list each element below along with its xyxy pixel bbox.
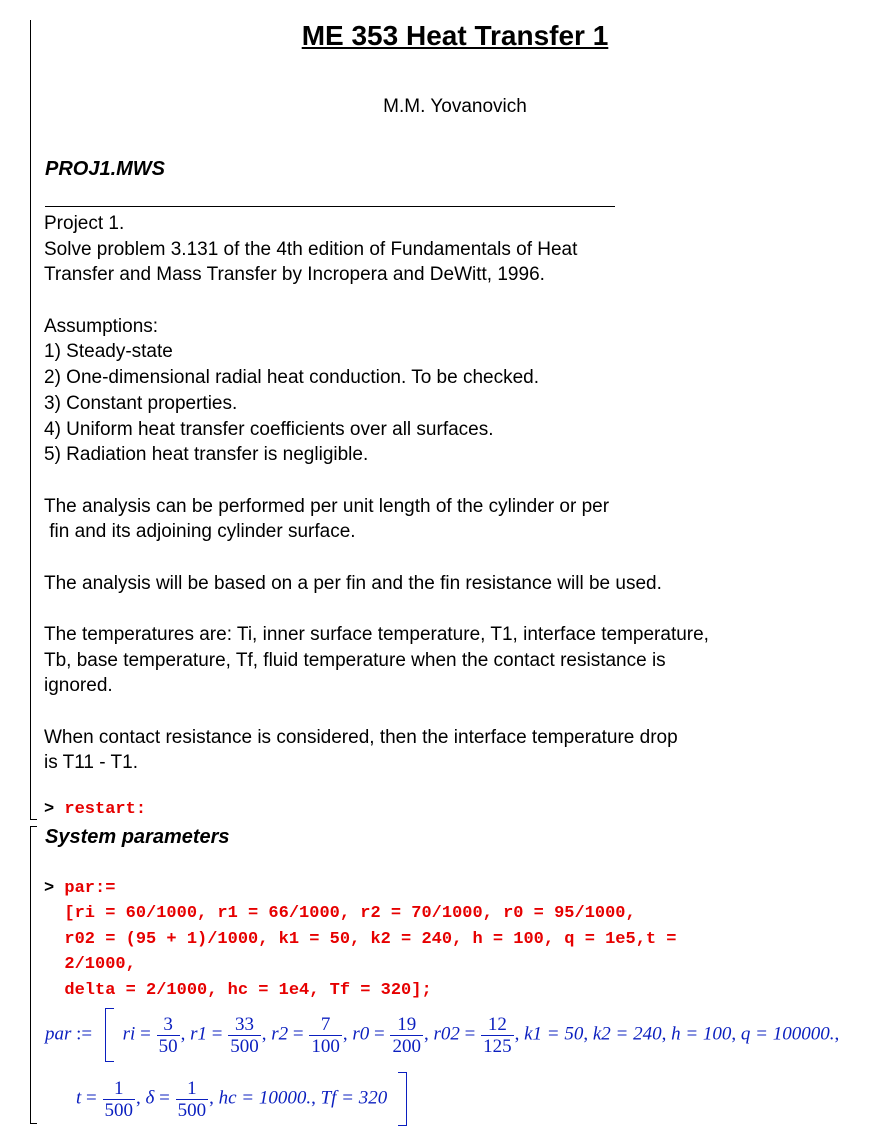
text-line [44,545,854,571]
text-line [44,596,854,622]
param-value: q = 100000. [740,1023,835,1045]
text-line: 1) Steady-state [44,341,173,363]
text-line: The temperatures are: Ti, inner surface temperature, T1, interface temperature, [44,624,709,645]
section-title: System parameters [45,826,230,848]
text-line: 4) Uniform heat transfer coefficients over all surfaces. [44,418,494,440]
output-line-2: t = $\frac{1}{500}$ , δ = $\frac{1}{500}$ , hc = 10000., Tf = 320 [76,1072,407,1126]
param-name: r0 [352,1023,370,1045]
text-line [44,699,854,725]
text-line: Project 1. [44,213,125,234]
text-line: fin and its adjoining cylinder surface. [44,521,356,543]
param-name: r1 [190,1023,207,1045]
param-value: k1 = 50 [524,1023,584,1045]
text-line: ignored. [44,675,113,697]
fraction: $\frac{7}{100}$ [311,1013,340,1057]
fraction: $\frac{1}{500}$ [177,1077,207,1121]
group-bracket-intro[interactable] [30,20,31,820]
text-line [44,468,854,494]
fraction: $\frac{33}{500}$ [230,1013,259,1057]
text-line: is T11 - T1. [44,752,138,774]
code-line[interactable]: 2/1000, [44,955,136,975]
author-name: M.M. Yovanovich [383,96,527,117]
param-name: r2 [271,1023,289,1045]
code-line[interactable]: par:= [64,879,116,898]
prompt-symbol: > [44,800,55,819]
text-line: The analysis will be based on a per fin and the fin resistance will be used. [44,572,662,594]
prompt-symbol: > [44,879,55,898]
worksheet-filename: PROJ1.MWS [45,158,166,180]
text-line: When contact resistance is considered, then the interface temperature drop [44,726,678,748]
text-line: 3) Constant properties. [44,392,238,414]
code-line[interactable]: delta = 2/1000, hc = 1e4, Tf = 320]; [44,980,432,1000]
param-name: r02 [433,1023,460,1045]
left-bracket [105,1008,114,1062]
text-line: 2) One-dimensional radial heat conduction. To be checked. [44,367,540,389]
text-line: Assumptions: [44,315,159,337]
code-line[interactable]: [ri = 60/1000, r1 = 66/1000, r2 = 70/1000, r0 = 95/1000, [44,904,636,924]
param-value: k2 = 240 [592,1023,662,1045]
group-bracket-parameters[interactable] [30,826,31,1124]
fraction: $\frac{12}{125}$ [483,1013,512,1057]
param-value: hc = 10000. [218,1087,312,1109]
param-name: δ [145,1087,155,1109]
text-line: Solve problem 3.131 of the 4th edition of Fundamentals of Heat [44,238,578,260]
text-line [44,288,854,314]
divider-rule [45,206,615,207]
fraction: $\frac{1}{500}$ [104,1077,133,1121]
document-title: ME 353 Heat Transfer 1 [301,20,609,51]
par-command-block[interactable] [44,876,677,1003]
project-description [44,211,854,776]
text-line: 5) Radiation heat transfer is negligible. [44,444,369,466]
param-name: ri [122,1023,136,1045]
output-line-1: par := ri = $\frac{3}{50}$ , r1 = $\frac{33}{500}$ , r2 = $\frac{7}{100}$ , r0 = $\frac{19}{200}$ , r02 = $\frac{12}{125}$ , k1 = 50, k2 = 240, h = 100, q = 100000., [45,1008,839,1062]
param-name: t [76,1087,82,1109]
restart-command-line[interactable] [44,800,146,819]
text-line: Transfer and Mass Transfer by Incropera and DeWitt, 1996. [44,264,545,286]
param-value: h = 100 [671,1023,732,1045]
assign-operator: := [76,1023,93,1045]
fraction: $\frac{19}{200}$ [392,1013,421,1057]
param-value: Tf = 320 [320,1087,388,1109]
output-lhs: par [45,1023,72,1045]
fraction: $\frac{3}{50}$ [158,1013,178,1057]
restart-command[interactable]: restart: [64,800,147,819]
text-line: Tb, base temperature, Tf, fluid temperature when the contact resistance is [44,649,666,671]
code-line[interactable]: r02 = (95 + 1)/1000, k1 = 50, k2 = 240, h = 100, q = 1e5,t = [44,929,677,949]
text-line: The analysis can be performed per unit length of the cylinder or per [44,495,610,517]
right-bracket [398,1072,407,1126]
